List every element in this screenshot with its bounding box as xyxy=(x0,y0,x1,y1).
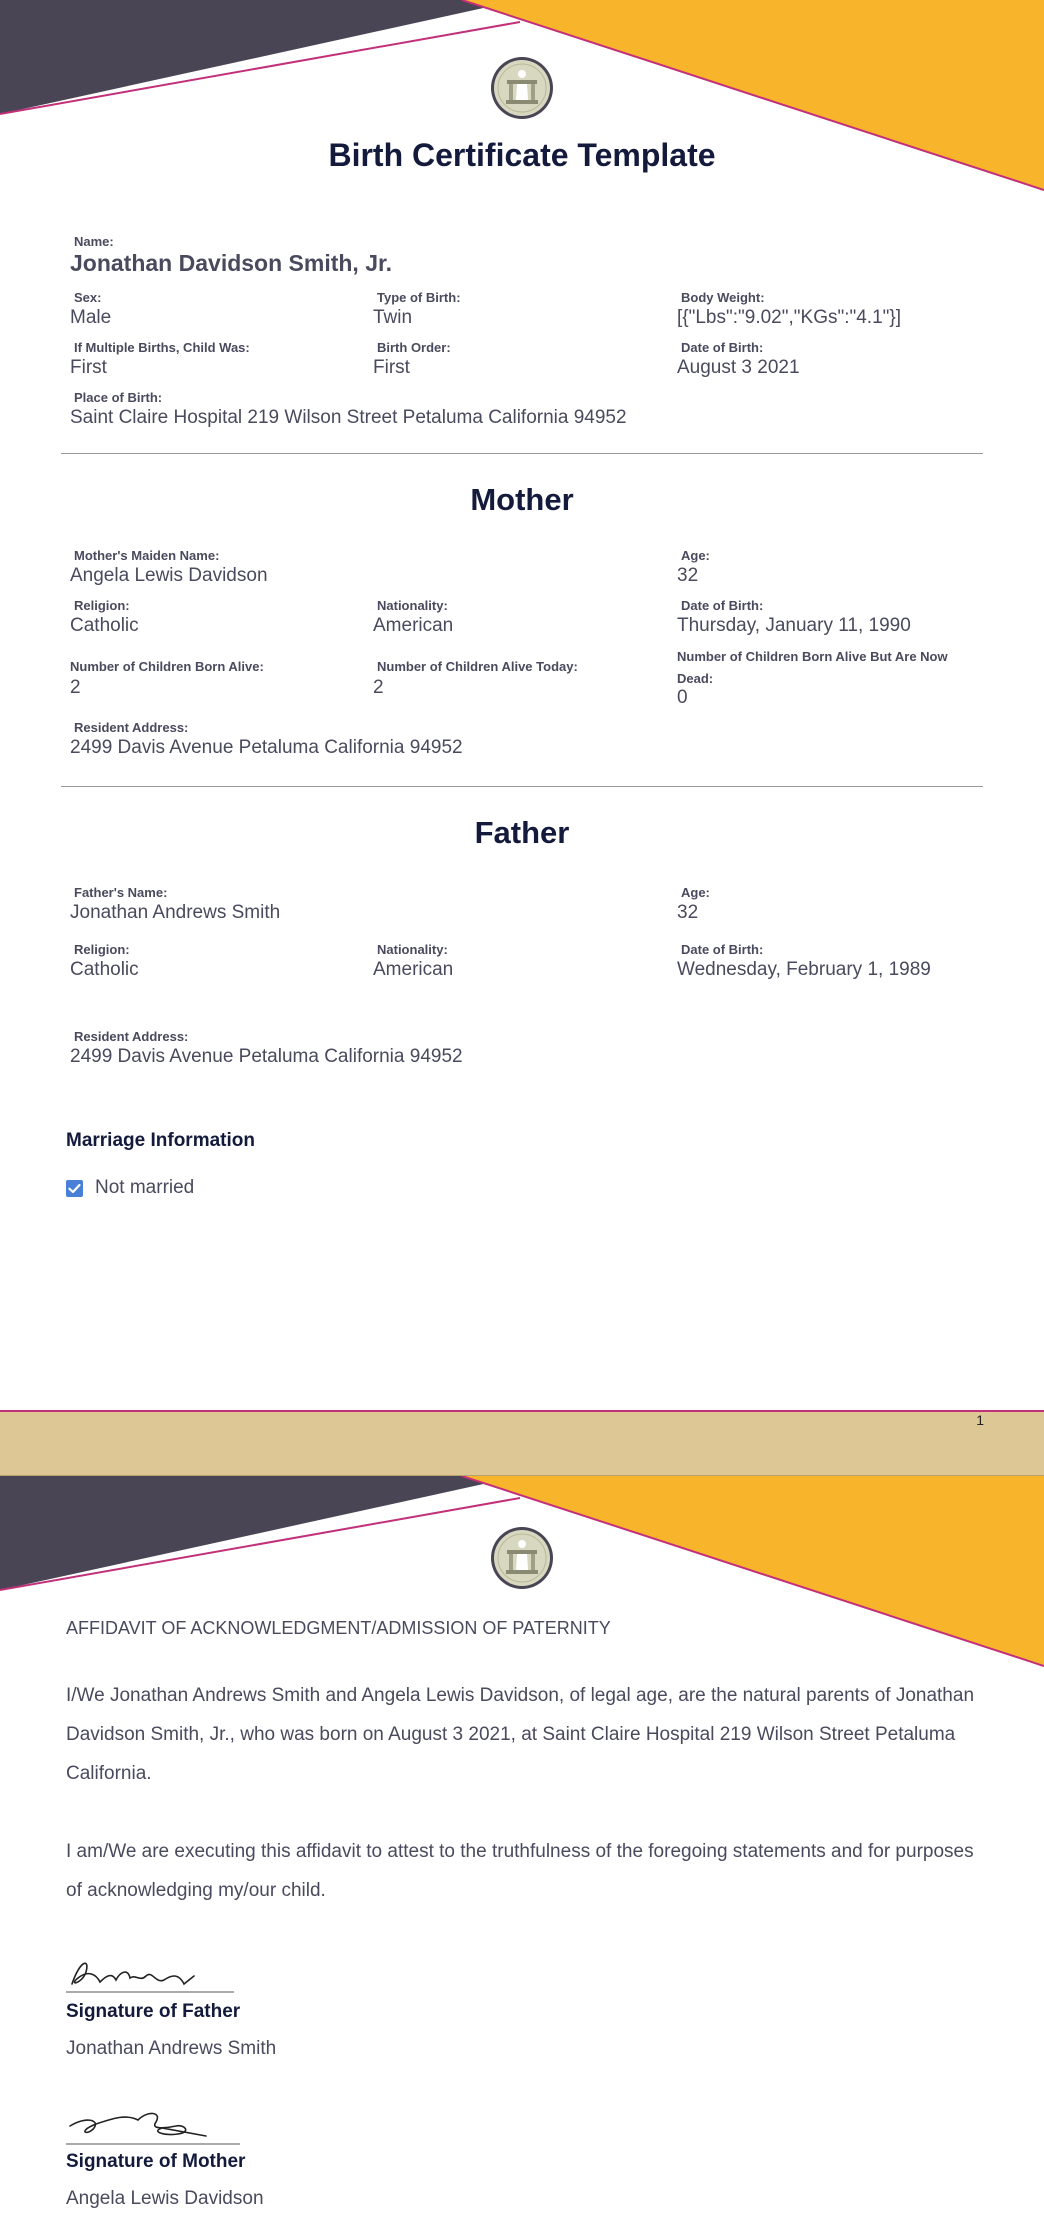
body-weight-value: [{"Lbs":"9.02","KGs":"4.1"}] xyxy=(677,307,902,328)
child-dob-label: Date of Birth: xyxy=(681,340,764,355)
dark-corner-band xyxy=(0,1476,520,1590)
page-title: Birth Certificate Template xyxy=(328,137,716,173)
children-now-dead-value: 0 xyxy=(677,687,688,708)
mother-maiden-name-label: Mother's Maiden Name: xyxy=(74,548,220,563)
multiple-births-label: If Multiple Births, Child Was: xyxy=(74,340,250,355)
sex-value: Male xyxy=(70,307,112,328)
affidavit-title: AFFIDAVIT OF ACKNOWLEDGMENT/ADMISSION OF PATERNITY xyxy=(66,1618,611,1638)
father-dob-value: Wednesday, February 1, 1989 xyxy=(677,959,931,980)
mother-signature-name: Angela Lewis Davidson xyxy=(66,2188,264,2209)
page-number: 1 xyxy=(976,1412,984,1428)
not-married-checkbox[interactable] xyxy=(66,1180,83,1197)
children-now-dead-label: Number of Children Born Alive But Are Now Dead: xyxy=(677,649,948,686)
father-name-value: Jonathan Andrews Smith xyxy=(70,902,281,923)
children-alive-today-label: Number of Children Alive Today: xyxy=(377,659,578,674)
type-of-birth-label: Type of Birth: xyxy=(377,290,461,305)
birth-order-label: Birth Order: xyxy=(377,340,451,355)
father-signature-label: Signature of Father xyxy=(66,2001,241,2022)
mother-maiden-name-value: Angela Lewis Davidson xyxy=(70,565,268,586)
child-dob-value: August 3 2021 xyxy=(677,357,800,378)
place-of-birth-value: Saint Claire Hospital 219 Wilson Street Petaluma California 94952 xyxy=(70,407,627,428)
child-name-label: Name: xyxy=(74,234,114,249)
mother-dob-value: Thursday, January 11, 1990 xyxy=(677,615,911,636)
mother-signature-image xyxy=(66,2106,246,2146)
mother-religion-label: Religion: xyxy=(74,598,130,613)
father-address-label: Resident Address: xyxy=(74,1029,189,1044)
page-break xyxy=(0,1410,1044,1476)
mother-address-label: Resident Address: xyxy=(74,720,189,735)
father-age-value: 32 xyxy=(677,902,699,923)
courthouse-seal-icon xyxy=(490,56,554,120)
father-address-value: 2499 Davis Avenue Petaluma California 94952 xyxy=(70,1046,463,1067)
body-weight-label: Body Weight: xyxy=(681,290,765,305)
marriage-info-heading: Marriage Information xyxy=(66,1130,255,1151)
father-nationality-value: American xyxy=(373,959,454,980)
mother-religion-value: Catholic xyxy=(70,615,139,636)
mother-age-value: 32 xyxy=(677,565,699,586)
children-born-alive-value: 2 xyxy=(70,677,81,698)
children-born-alive-label: Number of Children Born Alive: xyxy=(70,659,264,674)
children-alive-today-value: 2 xyxy=(373,677,384,698)
certificate-page-2 xyxy=(0,1476,1044,2216)
father-section-title: Father xyxy=(474,815,570,850)
check-icon xyxy=(66,1180,83,1197)
mother-section-title: Mother xyxy=(470,482,574,517)
mother-address-value: 2499 Davis Avenue Petaluma California 94952 xyxy=(70,737,463,758)
father-religion-value: Catholic xyxy=(70,959,139,980)
place-of-birth-label: Place of Birth: xyxy=(74,390,163,405)
father-religion-label: Religion: xyxy=(74,942,130,957)
courthouse-seal-icon xyxy=(490,1526,554,1590)
father-signature-image xyxy=(66,1954,246,1994)
father-signature-name: Jonathan Andrews Smith xyxy=(66,2038,277,2059)
affidavit-paragraph-2: I am/We are executing this affidavit to attest to the truthfulness of the foregoing statements and for purposes of acknowledging my/our child. xyxy=(66,1841,974,1901)
mother-signature-label: Signature of Mother xyxy=(66,2151,246,2172)
father-age-label: Age: xyxy=(681,885,710,900)
sex-label: Sex: xyxy=(74,290,102,305)
birth-order-value: First xyxy=(373,357,410,378)
mother-nationality-label: Nationality: xyxy=(377,598,448,613)
affidavit-paragraph-1: I/We Jonathan Andrews Smith and Angela Lewis Davidson, of legal age, are the natural parents of Jonathan Davidson Smith, Jr., who was born on August 3 2021, at Saint Claire Hospital 219 Wilson Street Petaluma California. xyxy=(66,1685,975,1784)
mother-nationality-value: American xyxy=(373,615,454,636)
type-of-birth-value: Twin xyxy=(373,307,413,328)
not-married-label: Not married xyxy=(95,1177,195,1198)
section-divider xyxy=(61,453,983,454)
dark-corner-band xyxy=(0,0,520,114)
father-name-label: Father's Name: xyxy=(74,885,168,900)
mother-dob-label: Date of Birth: xyxy=(681,598,764,613)
child-name-value: Jonathan Davidson Smith, Jr. xyxy=(70,250,393,276)
mother-age-label: Age: xyxy=(681,548,710,563)
father-dob-label: Date of Birth: xyxy=(681,942,764,957)
multiple-births-value: First xyxy=(70,357,107,378)
section-divider xyxy=(61,786,983,787)
father-nationality-label: Nationality: xyxy=(377,942,448,957)
